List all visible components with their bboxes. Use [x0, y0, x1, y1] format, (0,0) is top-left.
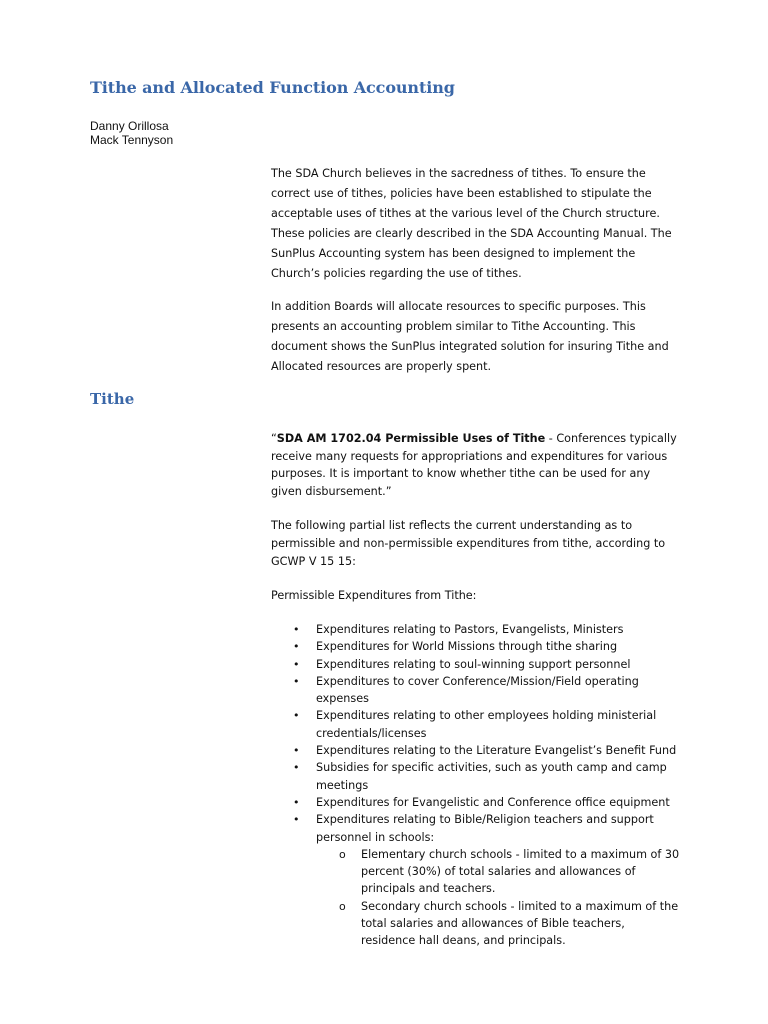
list-item	[271, 656, 681, 673]
bullet-icon: •	[293, 640, 300, 654]
policy-quote	[271, 430, 681, 500]
list-item-text: Expenditures relating to soul-winning support personnel	[316, 657, 631, 671]
document-title: Tithe and Allocated Function Accounting	[90, 78, 455, 97]
author-list	[90, 119, 173, 147]
permissible-list	[271, 621, 681, 950]
list-item	[271, 707, 681, 742]
section-heading-tithe: Tithe	[90, 390, 135, 408]
list-item-text: Expenditures for Evangelistic and Conference office equipment	[316, 795, 670, 809]
bullet-icon: •	[293, 657, 300, 671]
bullet-icon: •	[293, 709, 300, 723]
list-item-text: Subsidies for specific activities, such as youth camp and camp meetings	[316, 761, 667, 792]
author-name: Danny Orillosa	[90, 119, 169, 133]
bullet-icon: •	[293, 744, 300, 758]
policy-reference: SDA AM 1702.04 Permissible Uses of Tithe	[276, 432, 546, 445]
sub-list-item-text: Secondary church schools - limited to a maximum of the total salaries and allowances of Bible teachers, residence hall deans, and principals.	[361, 899, 679, 948]
bullet-icon: •	[293, 761, 300, 775]
list-item	[271, 794, 681, 811]
list-item-text: Expenditures relating to Bible/Religion teachers and support personnel in schools:	[316, 813, 654, 844]
list-item-text: Expenditures to cover Conference/Mission/Field operating expenses	[316, 674, 639, 706]
quote-body: - Conferences typically receive many requests for appropriations and expenditures for various purposes. It is important to know whether tithe can be used for any given disbursement.”	[271, 432, 677, 498]
list-item-text: Expenditures relating to the Literature Evangelist’s Benefit Fund	[316, 744, 677, 758]
permissible-label: Permissible Expenditures from Tithe:	[271, 589, 477, 602]
sub-bullet-icon: o	[339, 847, 346, 861]
bullet-icon: •	[293, 674, 300, 688]
following-paragraph: The following partial list reflects the current understanding as to permissible and non-permissible expenditures from tithe, according to GCWP V 15 15:	[271, 519, 666, 568]
sub-list-item	[271, 846, 681, 898]
author-name: Mack Tennyson	[90, 133, 174, 147]
list-item	[271, 673, 681, 708]
bullet-icon: •	[293, 795, 300, 809]
bullet-icon: •	[293, 623, 300, 636]
list-item	[271, 759, 681, 794]
list-item-text: Expenditures for World Missions through tithe sharing	[316, 640, 618, 654]
sub-bullet-icon: o	[339, 899, 346, 913]
sub-list-item	[271, 898, 681, 950]
list-item	[271, 638, 681, 655]
list-item	[271, 811, 681, 846]
sub-list-item-text: Elementary church schools - limited to a maximum of 30 percent (30%) of total salaries and allowances of principals and teachers.	[361, 847, 680, 896]
intro-paragraph: The SDA Church believes in the sacredness of tithes. To ensure the correct use of tithes, policies have been established to stipulate the acceptable uses of tithes at the various level of the Church structure. These policies are clearly described in the SDA Accounting Manual. The SunPlus Accounting system has been designed to implement the Church’s policies regarding the use of tithes.	[271, 167, 672, 280]
list-item	[271, 742, 681, 759]
list-item	[271, 621, 681, 638]
intro-paragraph: In addition Boards will allocate resources to specific purposes. This presents an accounting problem similar to Tithe Accounting. This document shows the SunPlus integrated solution for insuring Tithe and Allocated resources are properly spent.	[271, 300, 669, 373]
list-item-text: Expenditures relating to other employees holding ministerial credentials/licenses	[316, 709, 657, 740]
bullet-icon: •	[293, 813, 300, 827]
quote-open-mark: “	[271, 432, 277, 445]
list-item-text: Expenditures relating to Pastors, Evangelists, Ministers	[316, 623, 624, 636]
